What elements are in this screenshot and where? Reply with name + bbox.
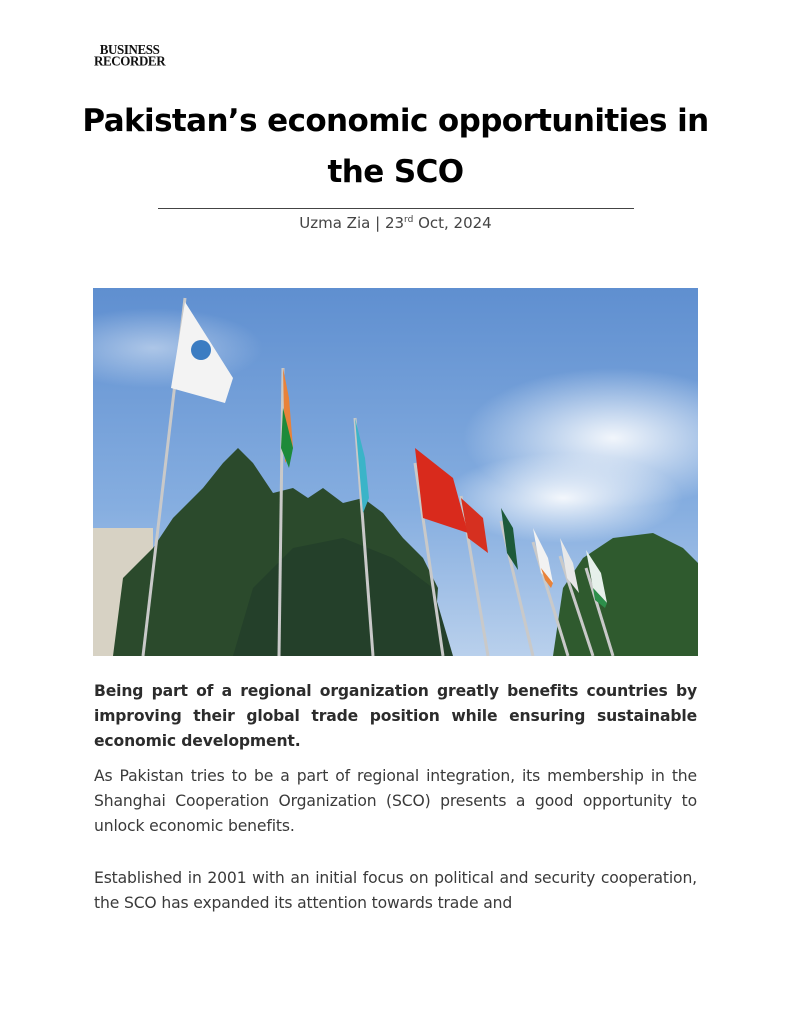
- flags-photo-icon: [93, 288, 698, 656]
- article-paragraph-2: Established in 2001 with an initial focus on political and security cooperation, the SCO has expanded its attention towards trade and: [94, 869, 697, 912]
- article-hero-image: [93, 288, 698, 656]
- logo-line-2: RECORDER: [94, 52, 166, 69]
- article-lead: Being part of a regional organization greatly benefits countries by improving their global trade position while ensuring sustainable economic development.: [94, 682, 697, 750]
- article-title: Pakistan’s economic opportunities in the SCO: [82, 103, 709, 190]
- business-recorder-logo[interactable]: [94, 41, 166, 69]
- publish-date: 23rd Oct, 2024: [384, 214, 492, 232]
- byline-separator: |: [375, 214, 381, 232]
- title-divider: [158, 208, 634, 209]
- article-paragraph-1: As Pakistan tries to be a part of regional integration, its membership in the Shanghai Cooperation Organization (SCO) presents a good opportunity to unlock economic benefits.: [94, 767, 697, 835]
- author-name: Uzma Zia: [299, 214, 371, 232]
- logo-line-1: BUSINESS: [99, 41, 160, 58]
- byline: [80, 214, 711, 232]
